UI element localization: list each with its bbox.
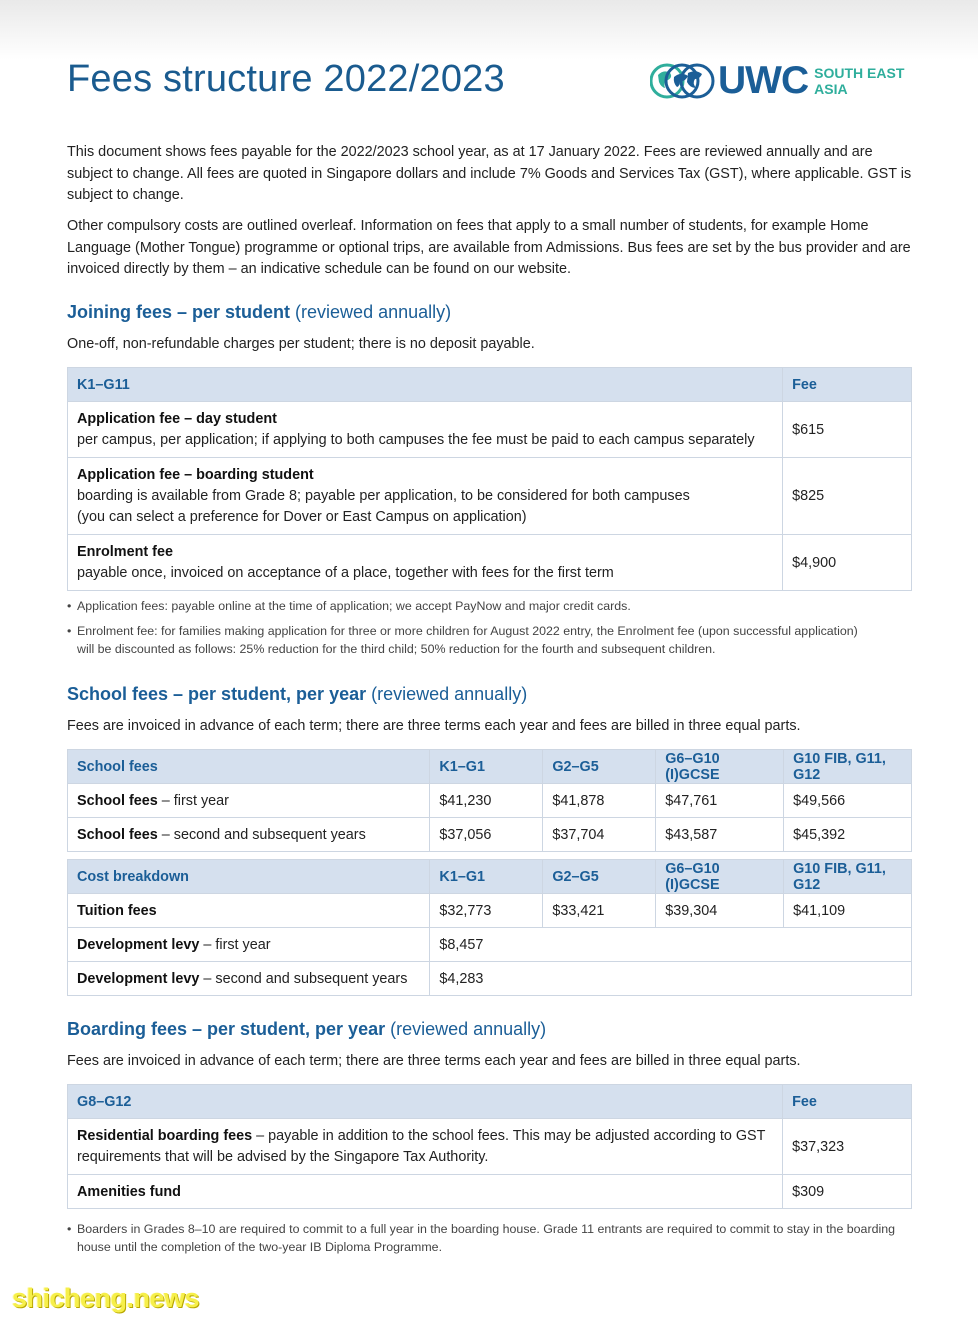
row-description-2: requirements that will be advised by the Singapore Tax Authority. — [77, 1148, 489, 1165]
col-g6-g10: G6–G10 (I)GCSE — [656, 860, 784, 894]
joining-col-grade: K1–G11 — [68, 368, 783, 402]
table-row — [68, 1175, 912, 1209]
row-qualifier: – first year — [157, 792, 229, 809]
table-row — [68, 818, 912, 852]
boarding-heading-bold: Boarding fees – per student, per year — [67, 1019, 386, 1039]
boarding-col-fee: Fee — [783, 1085, 912, 1119]
watermark: shicheng.news — [12, 1283, 200, 1313]
row-qualifier: – first year — [199, 936, 271, 953]
joining-fees-subtitle: One-off, non-refundable charges per student; there is no deposit payable. — [67, 336, 535, 352]
row-description-2: (you can select a preference for Dover or East Campus on application) — [77, 508, 527, 525]
col-k1-g1: K1–G1 — [430, 860, 543, 894]
table-row — [68, 1119, 912, 1175]
breakdown-col-label: Cost breakdown — [68, 860, 430, 894]
fee-value: $37,323 — [783, 1119, 912, 1175]
col-g10-g12: G10 FIB, G11, G12 — [784, 860, 912, 894]
logo-subtitle — [814, 65, 904, 97]
col-g10-g12: G10 FIB, G11, G12 — [784, 750, 912, 784]
boarding-note: • Boarders in Grades 8–10 are required to commit to a full year in the boarding house. Grade 11 entrants are required to commit to stay in the boarding house until the completion of the two-year IB Diploma Programme. — [67, 1220, 907, 1256]
joining-fees-table — [67, 367, 912, 591]
fee-value: $47,761 — [656, 784, 784, 818]
globe-icon — [650, 61, 716, 101]
row-title: Enrolment fee — [77, 543, 173, 560]
boarding-fees-subtitle: Fees are invoiced in advance of each term; there are three terms each year and fees are billed in three equal parts. — [67, 1053, 801, 1069]
fee-value: $825 — [783, 458, 912, 535]
row-qualifier: – second and subsequent years — [199, 970, 408, 987]
joining-heading-bold: Joining fees – per student — [67, 302, 291, 322]
fee-value: $37,056 — [430, 818, 543, 852]
fee-value: $49,566 — [784, 784, 912, 818]
row-description: – payable in addition to the school fees. This may be adjusted according to GST — [252, 1127, 766, 1144]
school-fees-subtitle: Fees are invoiced in advance of each term; there are three terms each year and fees are billed in three equal parts. — [67, 718, 801, 734]
fee-value: $4,283 — [430, 962, 912, 996]
joining-heading-light: (reviewed annually) — [290, 302, 452, 322]
row-title: Application fee – boarding student — [77, 466, 314, 483]
table-row — [68, 458, 912, 535]
joining-fees-heading — [67, 302, 451, 323]
fee-value: $43,587 — [656, 818, 784, 852]
school-col-label: School fees — [68, 750, 430, 784]
row-title: Residential boarding fees — [77, 1127, 253, 1144]
boarding-heading-light: (reviewed annually) — [385, 1019, 547, 1039]
fee-value: $39,304 — [656, 894, 784, 928]
table-row — [68, 402, 912, 458]
row-title: Tuition fees — [77, 902, 157, 919]
intro-paragraph-1: This document shows fees payable for the 2022/2023 school year, as at 17 January 2022. Fees are reviewed annually and are subject to change. All fees are quoted in Singapore dollars and include 7% Goods and Services Tax (GST), where applicable. GST is subject to change. — [67, 144, 912, 203]
fee-value: $41,878 — [543, 784, 656, 818]
col-g6-g10: G6–G10 (I)GCSE — [656, 750, 784, 784]
row-title: Development levy — [77, 936, 200, 953]
school-fees-table — [67, 749, 912, 852]
col-g2-g5: G2–G5 — [543, 860, 656, 894]
fee-value: $8,457 — [430, 928, 912, 962]
boarding-col-grade: G8–G12 — [68, 1085, 783, 1119]
logo-wordmark: UWC — [718, 59, 809, 102]
joining-col-fee: Fee — [783, 368, 912, 402]
page-title: Fees structure 2022/2023 — [67, 58, 505, 100]
row-title: Application fee – day student — [77, 410, 277, 427]
cost-breakdown-table — [67, 859, 912, 996]
row-title: School fees — [77, 826, 158, 843]
col-k1-g1: K1–G1 — [430, 750, 543, 784]
boarding-fees-heading — [67, 1019, 546, 1040]
school-fees-heading — [67, 684, 527, 705]
uwc-logo — [650, 60, 912, 102]
top-shade — [0, 0, 978, 60]
fee-value: $4,900 — [783, 535, 912, 591]
logo-line-1: SOUTH EAST — [814, 65, 905, 81]
row-title: Development levy — [77, 970, 200, 987]
school-heading-light: (reviewed annually) — [366, 684, 528, 704]
table-row — [68, 962, 912, 996]
table-row — [68, 784, 912, 818]
row-description: boarding is available from Grade 8; payable per application, to be considered for both campuses — [77, 487, 690, 504]
fee-value: $33,421 — [543, 894, 656, 928]
table-row — [68, 928, 912, 962]
intro-paragraph-2: Other compulsory costs are outlined overleaf. Information on fees that apply to a small number of students, for example Home Language (Mother Tongue) programme or optional trips, are available from Admissions. Bus fees are set by the bus provider and are invoiced directly by them – an indicative schedule can be found on our website. — [67, 218, 911, 277]
row-qualifier: – second and subsequent years — [157, 826, 366, 843]
fee-value: $37,704 — [543, 818, 656, 852]
boarding-fees-table — [67, 1084, 912, 1209]
col-g2-g5: G2–G5 — [543, 750, 656, 784]
school-heading-bold: School fees – per student, per year — [67, 684, 367, 704]
row-description: payable once, invoiced on acceptance of a place, together with fees for the first term — [77, 564, 614, 581]
joining-note-2: • Enrolment fee: for families making application for three or more children for August 2022 entry, the Enrolment fee (upon successful application) will be discounted as follows: 25% reduction for the third child; 50% reduction for the fourth and subsequent children. — [67, 622, 867, 658]
joining-note-1: • Application fees: payable online at the time of application; we accept PayNow and major credit cards. — [67, 597, 631, 615]
fee-value: $309 — [783, 1175, 912, 1209]
logo-line-2: ASIA — [814, 81, 848, 97]
table-row — [68, 535, 912, 591]
row-title: School fees — [77, 792, 158, 809]
fee-value: $615 — [783, 402, 912, 458]
fee-value: $45,392 — [784, 818, 912, 852]
row-title: Amenities fund — [77, 1183, 181, 1200]
fee-value: $32,773 — [430, 894, 543, 928]
fee-value: $41,109 — [784, 894, 912, 928]
table-row — [68, 894, 912, 928]
fee-value: $41,230 — [430, 784, 543, 818]
row-description: per campus, per application; if applying to both campuses the fee must be paid to each campus separately — [77, 431, 755, 448]
